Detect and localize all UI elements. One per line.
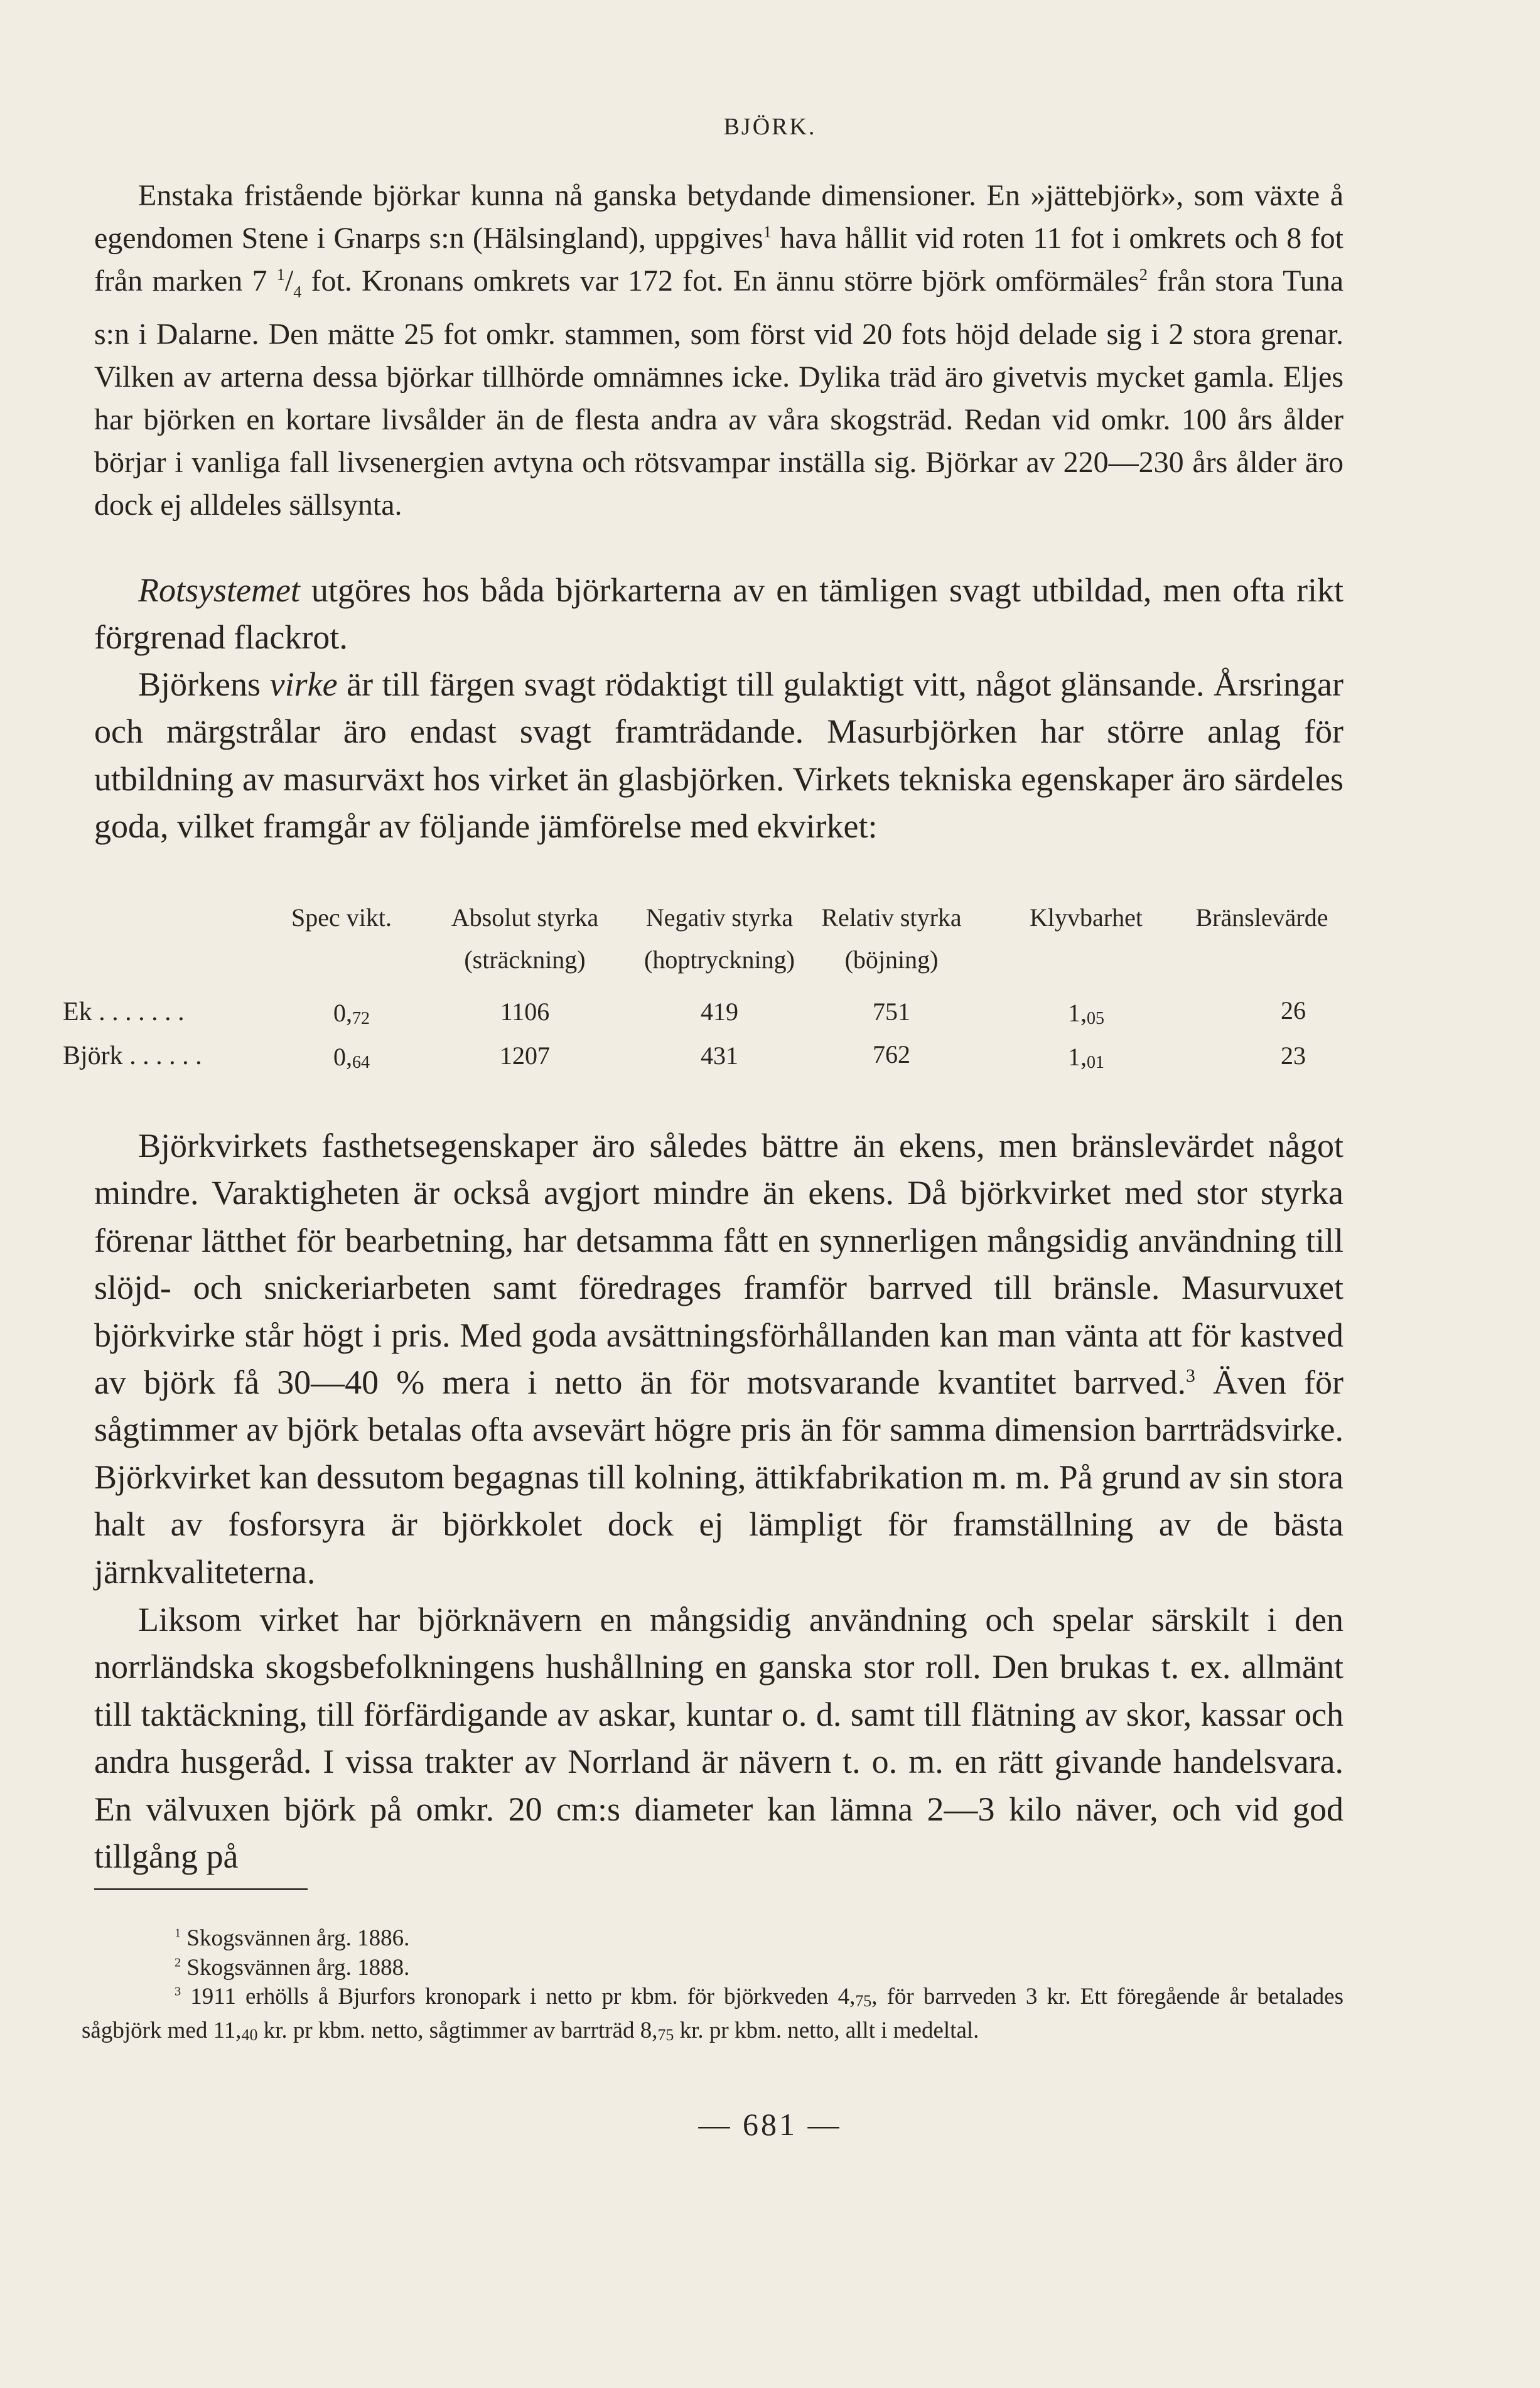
cell-spec: 0,72 <box>333 999 370 1028</box>
term-virke: virke <box>269 665 338 703</box>
col-header-negativ: Negativ styrka (hoptryckning) <box>644 903 795 974</box>
term-rotsystemet: Rotsystemet <box>138 571 300 609</box>
cell-absolut: 1106 <box>500 998 550 1026</box>
cell-branslevarde: 23 <box>1281 1041 1306 1070</box>
col-header-klyvbarhet: Klyvbarhet <box>1030 903 1143 932</box>
cell-relativ: 762 <box>873 1040 910 1068</box>
book-page: BJÖRK. Enstaka fristående björkar kunna nå ganska betydande dimensioner. En »jättebjörk», som växte å egendomen Stene i Gnarps s:n (Hälsingland), uppgives$^1$ hava hållit vid roten 11 fot i omkrets och 8 fot från marken 7 $^1/_4$ fot. Kronans omkrets var 172 fot. En ännu större björk omförmäles$^2$ från stora Tuna s:n i Dalarne. Den mätte 25 fot omkr. stammen, som först vid 20 fots höjd delade sig i 2 stora grenar. Vilken av arterna dessa björkar tillhörde omnämnes icke. Dylika träd äro givetvis mycket gamla. Eljes har björken en kortare livsålder än de flesta andra av våra skogsträd. Redan vid omkr. 100 års ålder börjar i vanliga fall livsenergien avtyna och rötsvampar inställa sig. Björkar av 220—230 års ålder äro dock ej alldeles sällsynta. Rotsystemet utgöres hos båda björkarterna av en tämligen svagt utbildad, men ofta rikt förgrenad flackrot. Björkens virke är till färgen svagt rödaktigt till gulaktigt vitt, något glänsande. Årsringar och märgstrålar äro endast svagt framträdande. Masurbjörken har större anlag för utbildning av masurväxt hos virket än glasbjörken. Virkets tekniska egenskaper äro särdeles goda, vilket framgår av följande jämförelse med ekvirket: Spec vikt. Absolut styrka (sträckning) Negativ styrka (hoptryckning) Relativ styrka (böjning) Klyvbarhet Bränslevärde Ek . . . . . . . 0,72 1106 419 751 1,05 26 Björk . . . . . . 0,64 1207 431 762 1,01 23 Björkvirkets fasthetsegenskaper äro således bättre än ekens, men bränslevärdet något mindre. Varaktigheten är också avgjort mindre än ekens. Då björkvirket med stor styrka förenar lätthet för bearbetning, har detsamma fått en synnerligen mångsidig användning till slöjd- och snickeriarbeten samt föredrages framför barrved till bränsle. Masurvuxet björkvirke står högt i pris. Med goda avsättningsförhållanden kan man vänta att för kastved av björk få 30—40 % mera i netto än för motsvarande kvantitet barrved.$^3$ Även för sågtimmer av björk betalas ofta avsevärt högre pris än för samma dimension barrträdsvirke. Björkvirket kan dessutom begagnas till kolning, ättikfabrikation m. m. På grund av sin stora halt av fosforsyra är björkkolet dock ej lämpligt för framställning av de bästa järnkvaliteterna. Liksom virket har björknävern en mångsidig användning och spelar särskilt i den norrländska skogsbefolkningens hushållning en ganska stor roll. Den brukas t. ex. allmänt till taktäckning, till förfärdigande av askar, kuntar o. d. samt till flätning av skor, kassar och andra husgeråd. I vissa trakter av Norrland är nävern t. o. m. en rätt givande handelsvara. En välvuxen björk på omkr. 20 cm:s diameter kan lämna 2—3 kilo näver, och vid god tillgång på $^1$ Skogsvännen årg. 1886. $^2$ Skogsvännen årg. 1888. $^3$ 1911 erhölls å Bjurfors kronopark i netto pr kbm. för björkveden 4,75, för barrveden 3 kr. Ett föregående år betalades sågbjörk med 11,40 kr. pr kbm. netto, sågtimmer av barrträd 8,75 kr. pr kbm. netto, allt i medeltal. — 681 — <box>0 0 1540 2388</box>
col-header-spec: Spec vikt. <box>291 903 392 932</box>
paragraph-fasthet: Björkvirkets fasthetsegenskaper äro således bättre än ekens, men bränslevärdet något mindre. Varaktigheten är också avgjort mindre än ekens. Då björkvirket med stor styrka förenar lätthet för bearbetning, har detsamma fått en synnerligen mångsidig användning till slöjd- och snickeriarbeten samt föredrages framför barrved till bränsle. Masurvuxet björkvirke står högt i pris. Med goda avsättningsförhållanden kan man vänta att för kastved av björk få 30—40 % mera i netto än för motsvarande kvantitet barrved.$^3$ Även för sågtimmer av björk betalas ofta avsevärt högre pris än för samma dimension barrträdsvirke. Björkvirket kan dessutom begagnas till kolning, ättikfabrikation m. m. På grund av sin stora halt av fosforsyra är björkkolet dock ej lämpligt för framställning av de bästa järnkvaliteterna. <box>94 1127 1343 1591</box>
col-header-relativ: Relativ styrka (böjning) <box>821 903 962 974</box>
cell-relativ: 751 <box>873 998 910 1026</box>
col-header-branslevarde: Bränslevärde <box>1195 903 1328 932</box>
footnote-2: $^2$ Skogsvännen årg. 1888. <box>175 1954 410 1981</box>
col-header-absolut: Absolut styrka (sträckning) <box>451 903 599 974</box>
fraction-denominator: 4 <box>293 282 302 301</box>
footnote-rule <box>94 1888 308 1890</box>
cell-klyvbarhet: 1,05 <box>1068 999 1104 1028</box>
footnote-3: $^3$ 1911 erhölls å Bjurfors kronopark i netto pr kbm. för björkveden 4,75, för barrveden 3 kr. Ett föregående år betalades sågbjörk med 11,40 kr. pr kbm. netto, sågtimmer av barrträd 8,75 kr. pr kbm. netto, allt i medeltal. <box>82 1984 1344 2044</box>
footnote-ref-2: 2 <box>1139 265 1148 284</box>
cell-negativ: 419 <box>701 998 738 1026</box>
footnote-1: $^1$ Skogsvännen årg. 1886. <box>175 1925 410 1951</box>
cell-absolut: 1207 <box>500 1041 550 1070</box>
cell-klyvbarhet: 1,01 <box>1068 1043 1104 1072</box>
footnote-ref-3: 3 <box>1186 1366 1195 1387</box>
cell-negativ: 431 <box>701 1041 738 1070</box>
paragraph-rotsystemet: Rotsystemet utgöres hos båda björkarterna av en tämligen svagt utbildad, men ofta rikt förgrenad flackrot. <box>94 571 1343 657</box>
footnotes <box>82 1924 1343 2050</box>
footnote-ref-1: 1 <box>763 222 772 241</box>
cell-spec: 0,64 <box>333 1043 370 1072</box>
paragraph-dimensions: Enstaka fristående björkar kunna nå ganska betydande dimensioner. En »jättebjörk», som växte å egendomen Stene i Gnarps s:n (Hälsingland), uppgives$^1$ hava hållit vid roten 11 fot i omkrets och 8 fot från marken 7 $^1/_4$ fot. Kronans omkrets var 172 fot. En ännu större björk omförmäles$^2$ från stora Tuna s:n i Dalarne. Den mätte 25 fot omkr. stammen, som först vid 20 fots höjd delade sig i 2 stora grenar. Vilken av arterna dessa björkar tillhörde omnämnes icke. Dylika träd äro givetvis mycket gamla. Eljes har björken en kortare livsålder än de flesta andra av våra skogsträd. Redan vid omkr. 100 års ålder börjar i vanliga fall livsenergien avtyna och rötsvampar inställa sig. Björkar av 220—230 års ålder äro dock ej alldeles sällsynta. <box>94 179 1344 522</box>
paragraph-naver: Liksom virket har björknävern en mångsidig användning och spelar särskilt i den norrländska skogsbefolkningens hushållning en ganska stor roll. Den brukas t. ex. allmänt till taktäckning, till förfärdigande av askar, kuntar o. d. samt till flätning av skor, kassar och andra husgeråd. I vissa trakter av Norrland är nävern t. o. m. en rätt givande handelsvara. En välvuxen björk på omkr. 20 cm:s diameter kan lämna 2—3 kilo näver, och vid god tillgång på <box>94 1601 1343 1876</box>
running-title: BJÖRK. <box>723 114 817 140</box>
cell-branslevarde: 26 <box>1281 996 1306 1025</box>
fraction-numerator: 1 <box>276 265 285 284</box>
paragraph-virke: Björkens virke är till färgen svagt rödaktigt till gulaktigt vitt, något glänsande. Årsringar och märgstrålar äro endast svagt framträdande. Masurbjörken har större anlag för utbildning av masurväxt hos virket än glasbjörken. Virkets tekniska egenskaper äro särdeles goda, vilket framgår av följande jämförelse med ekvirket: <box>94 665 1343 846</box>
page-number: — 681 — <box>698 2107 842 2142</box>
